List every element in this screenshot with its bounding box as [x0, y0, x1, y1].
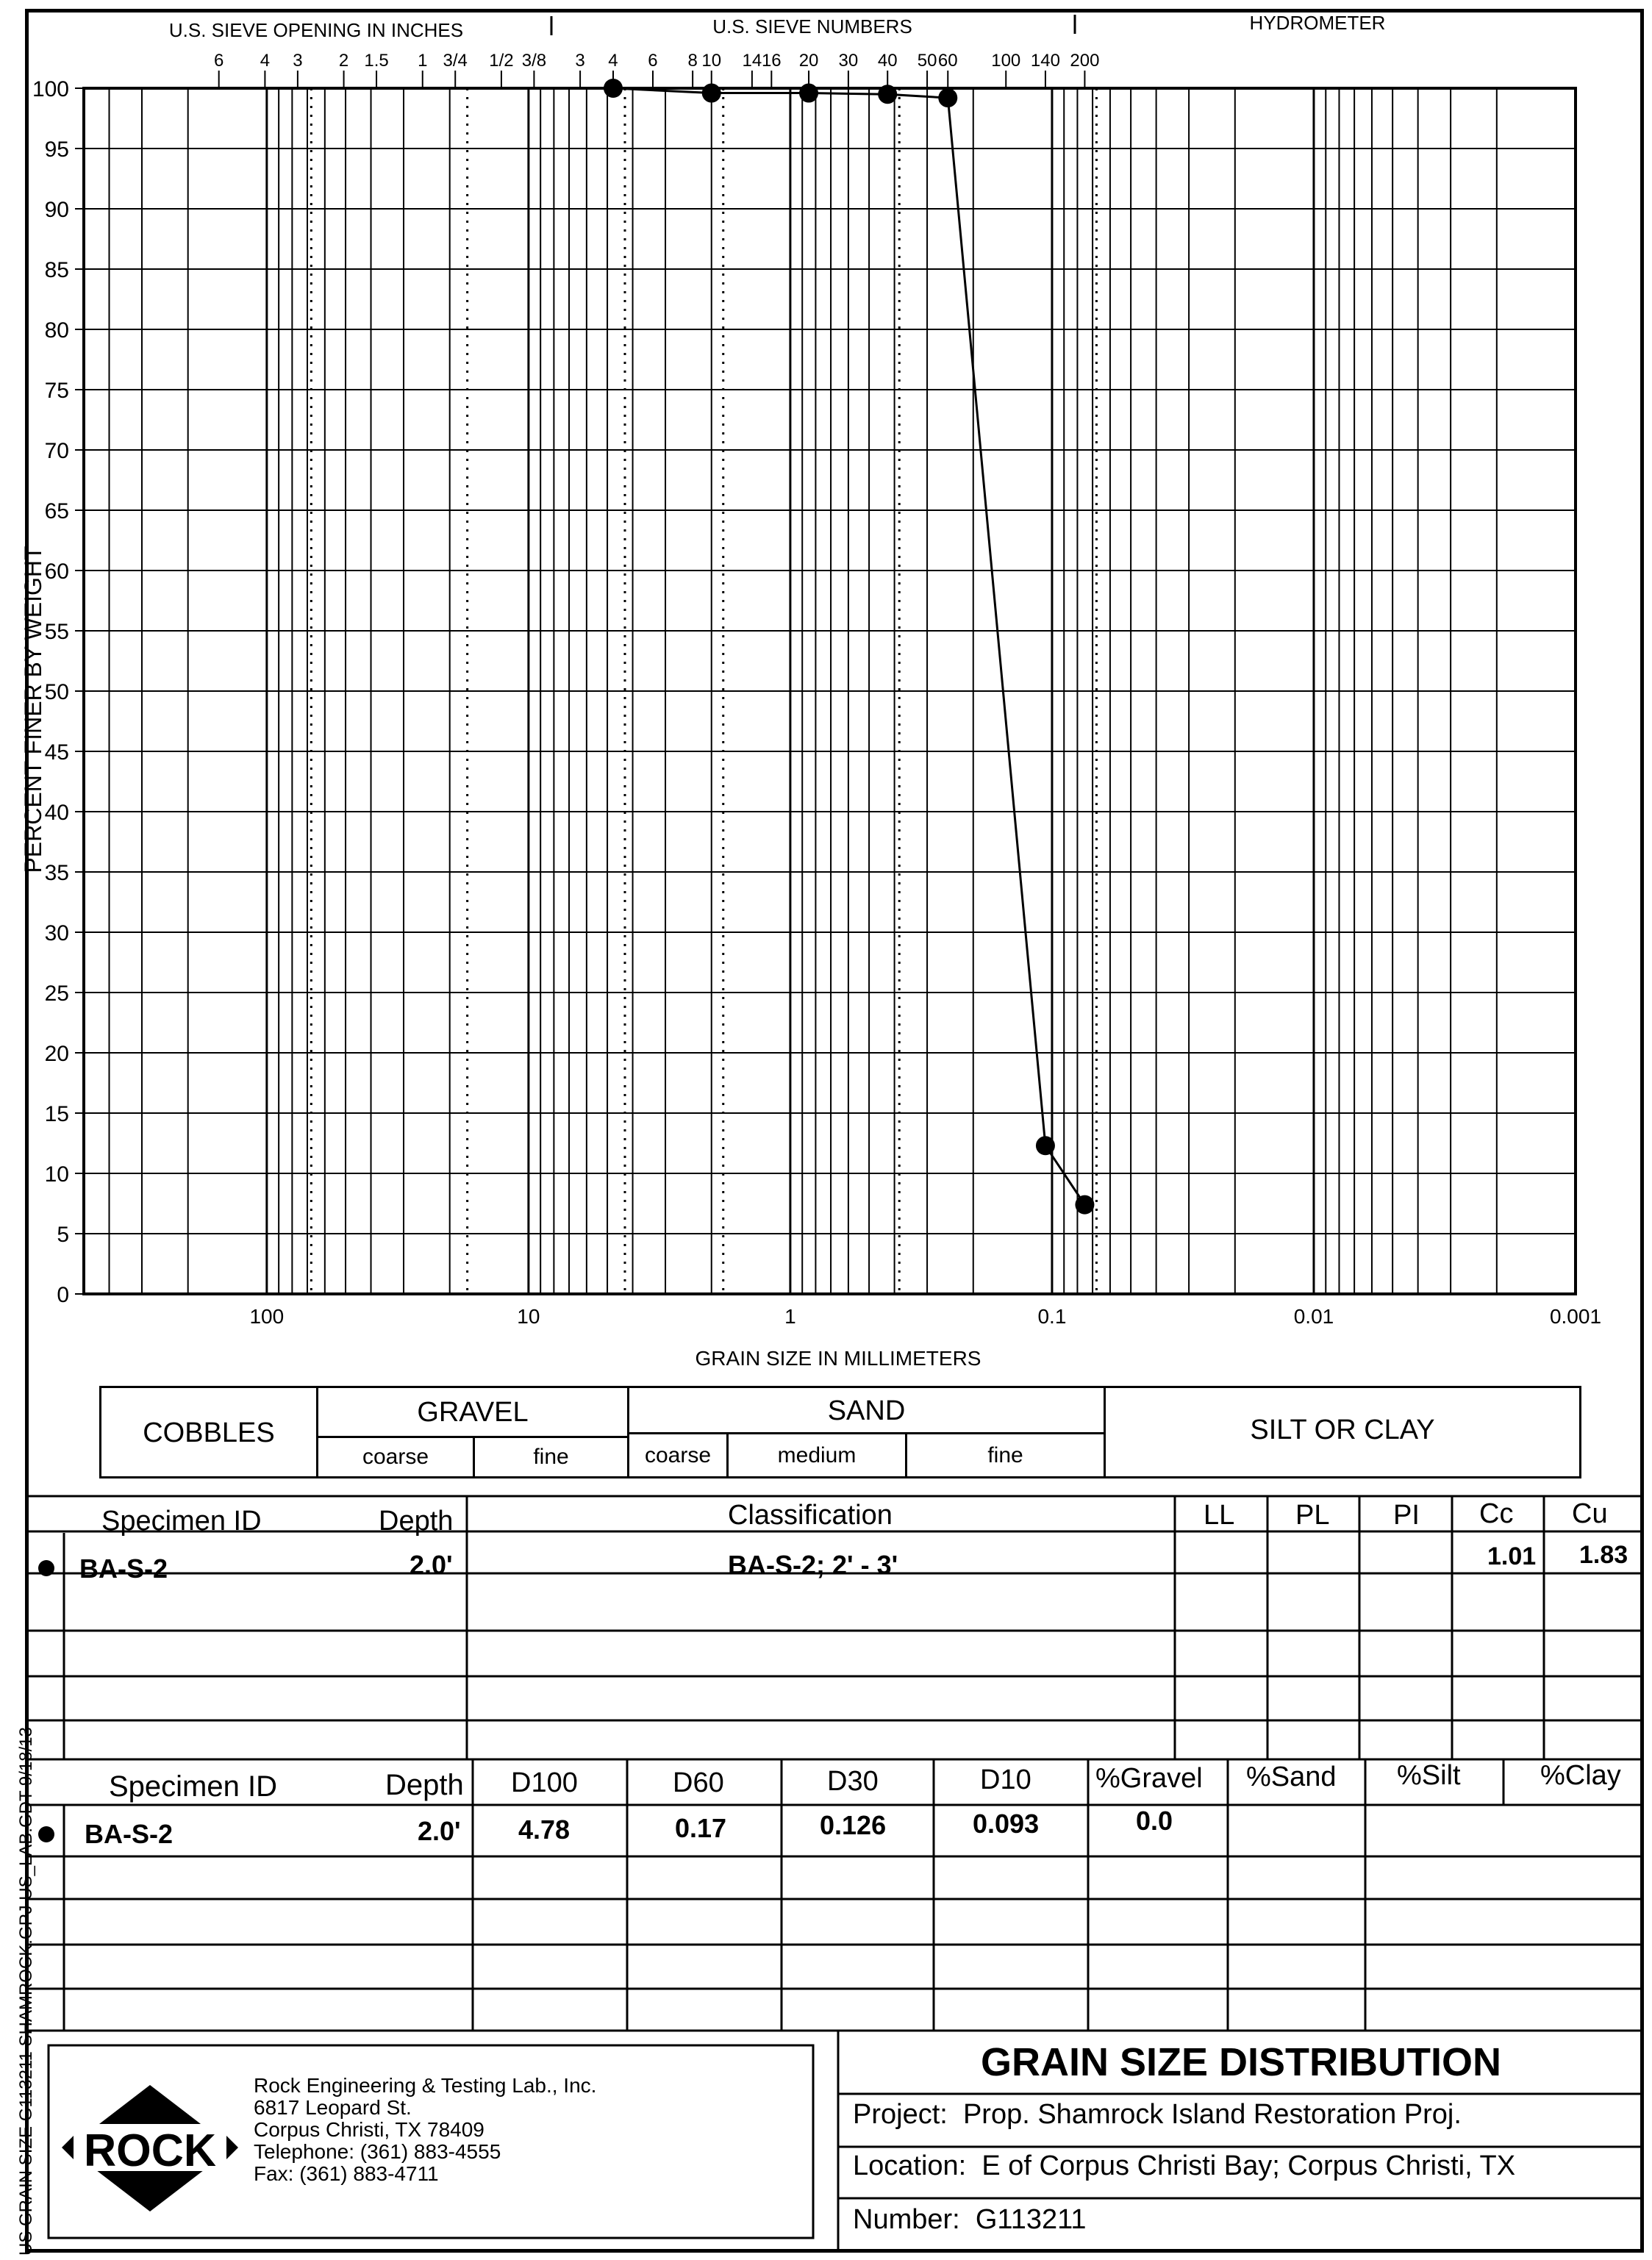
sieve-label: 4 [260, 51, 271, 71]
sieve-label: 10 [701, 51, 722, 71]
sieve-label: 6 [214, 51, 224, 71]
y-tick-label: 60 [44, 559, 69, 584]
t2-gravel: 0.0 [1136, 1806, 1173, 1836]
t1-depth: 2.0' [410, 1550, 453, 1580]
y-tick-label: 0 [57, 1283, 69, 1307]
y-tick-label: 65 [44, 499, 69, 523]
t2-header-gravel: %Gravel [1095, 1763, 1203, 1794]
header-sieve-numbers: U.S. SIEVE NUMBERS [712, 15, 912, 37]
t1-classification: BA-S-2; 2' - 3' [728, 1550, 898, 1580]
y-tick-label: 75 [44, 379, 69, 403]
y-tick-label: 30 [44, 921, 69, 945]
location-value: E of Corpus Christi Bay; Corpus Christi, TX [981, 2150, 1516, 2181]
location-row [853, 2139, 1515, 2192]
t2-depth: 2.0' [418, 1816, 461, 1846]
y-tick-label: 100 [32, 77, 69, 101]
y-tick-label: 40 [44, 801, 69, 825]
x-axis-label: GRAIN SIZE IN MILLIMETERS [695, 1347, 981, 1370]
x-tick-label: 0.001 [1549, 1305, 1602, 1328]
sieve-label: 3/8 [521, 51, 547, 71]
sieve-label: 3 [575, 51, 585, 71]
t2-header-depth: Depth [385, 1769, 464, 1801]
sieve-label: 6 [648, 51, 658, 71]
t2-specimen: BA-S-2 [85, 1819, 174, 1849]
y-axis-label: PERCENT FINER BY WEIGHT [20, 546, 46, 873]
number-value: G113211 [975, 2204, 1087, 2235]
cobbles-label: COBBLES [143, 1417, 275, 1448]
gravel-label: GRAVEL [417, 1397, 529, 1428]
company-street: 6817 Leopard St. [254, 2096, 412, 2119]
t2-header-d10: D10 [980, 1764, 1031, 1795]
company-phone: Telephone: (361) 883-4555 [254, 2140, 501, 2163]
project-row [853, 2088, 1462, 2141]
sieve-label: 50 [917, 51, 937, 71]
t1-cc: 1.01 [1487, 1542, 1537, 1570]
sieve-label: 30 [838, 51, 859, 71]
t1-header-specimen: Specimen ID [101, 1506, 262, 1537]
company-info [254, 2075, 596, 2185]
y-tick-label: 95 [44, 137, 69, 162]
t2-d60: 0.17 [675, 1813, 727, 1843]
t1-header-pl: PL [1295, 1500, 1330, 1531]
y-tick-label: 50 [44, 680, 69, 704]
sieve-label: 3 [293, 51, 303, 71]
company-fax: Fax: (361) 883-4711 [254, 2162, 439, 2185]
t2-header-clay: %Clay [1540, 1760, 1621, 1791]
y-tick-label: 70 [44, 439, 69, 463]
t1-specimen: BA-S-2 [79, 1553, 168, 1584]
t2-header-d100: D100 [511, 1767, 578, 1798]
sieve-label: 60 [937, 51, 958, 71]
gravel-fine-label: fine [533, 1445, 569, 1469]
t2-header-d60: D60 [673, 1767, 724, 1798]
t2-d10: 0.093 [973, 1809, 1040, 1839]
side-file-info: US GRAIN SIZE G113211 SHAMROCK.GPJ US_LAB.GDT 9/18/13 [16, 1727, 36, 2256]
sieve-label: 4 [608, 51, 618, 71]
t1-header-classification: Classification [728, 1500, 893, 1531]
sieve-label: 40 [877, 51, 898, 71]
y-tick-label: 35 [44, 861, 69, 885]
silt-clay-label: SILT OR CLAY [1250, 1415, 1435, 1445]
header-hydrometer: HYDROMETER [1249, 12, 1386, 34]
sieve-label: 3/4 [443, 51, 468, 71]
gravel-coarse-label: coarse [318, 1438, 475, 1476]
x-tick-label: 0.1 [1037, 1305, 1067, 1328]
t2-header-specimen: Specimen ID [109, 1770, 277, 1803]
company-name: Rock Engineering & Testing Lab., Inc. [254, 2074, 597, 2097]
number-label: Number: [853, 2204, 960, 2235]
t1-header-cc: Cc [1479, 1498, 1514, 1529]
x-tick-label: 1 [784, 1305, 796, 1328]
t2-header-silt: %Silt [1397, 1760, 1461, 1791]
y-tick-label: 10 [44, 1162, 69, 1187]
sand-fine-label: fine [987, 1443, 1023, 1467]
t1-header-depth: Depth [379, 1506, 454, 1537]
sieve-label: 140 [1030, 51, 1060, 71]
sieve-label: 1/2 [489, 51, 514, 71]
project-value: Prop. Shamrock Island Restoration Proj. [962, 2099, 1462, 2130]
location-label: Location: [853, 2150, 967, 2181]
sieve-label: 20 [798, 51, 819, 71]
sieve-label: 8 [687, 51, 698, 71]
number-row [853, 2193, 1087, 2246]
t2-d30: 0.126 [820, 1810, 887, 1840]
y-tick-label: 80 [44, 318, 69, 343]
y-tick-label: 55 [44, 620, 69, 644]
x-tick-label: 10 [517, 1305, 540, 1328]
company-city: Corpus Christi, TX 78409 [254, 2118, 484, 2141]
t1-header-pi: PI [1393, 1500, 1420, 1531]
report-title: GRAIN SIZE DISTRIBUTION [980, 2040, 1501, 2084]
logo-text: ROCK [84, 2125, 217, 2176]
project-label: Project: [853, 2099, 948, 2130]
y-tick-label: 25 [44, 981, 69, 1006]
t2-header-d30: D30 [827, 1766, 879, 1797]
sieve-label: 14 [742, 51, 762, 71]
y-tick-label: 20 [44, 1042, 69, 1066]
t1-cu: 1.83 [1579, 1541, 1628, 1569]
sieve-label: 100 [991, 51, 1021, 71]
sand-label: SAND [827, 1395, 906, 1426]
sieve-label: 1.5 [364, 51, 389, 71]
sieve-label: 1 [418, 51, 428, 71]
y-tick-label: 85 [44, 258, 69, 282]
sieve-label: 200 [1070, 51, 1100, 71]
header-sieve-opening: U.S. SIEVE OPENING IN INCHES [168, 19, 464, 41]
y-tick-label: 5 [57, 1223, 69, 1247]
y-tick-label: 45 [44, 740, 69, 765]
x-tick-label: 0.01 [1293, 1305, 1334, 1328]
t2-header-sand: %Sand [1246, 1762, 1337, 1792]
sand-medium-label: medium [729, 1434, 907, 1476]
t2-d100: 4.78 [518, 1814, 571, 1845]
t1-header-cu: Cu [1572, 1498, 1608, 1529]
sieve-label: 16 [761, 51, 782, 71]
sieve-label: 2 [338, 51, 349, 71]
x-tick-label: 100 [249, 1305, 285, 1328]
t1-header-ll: LL [1204, 1500, 1235, 1531]
y-tick-label: 90 [44, 198, 69, 222]
sand-coarse-label: coarse [629, 1434, 729, 1476]
y-tick-label: 15 [44, 1102, 69, 1126]
